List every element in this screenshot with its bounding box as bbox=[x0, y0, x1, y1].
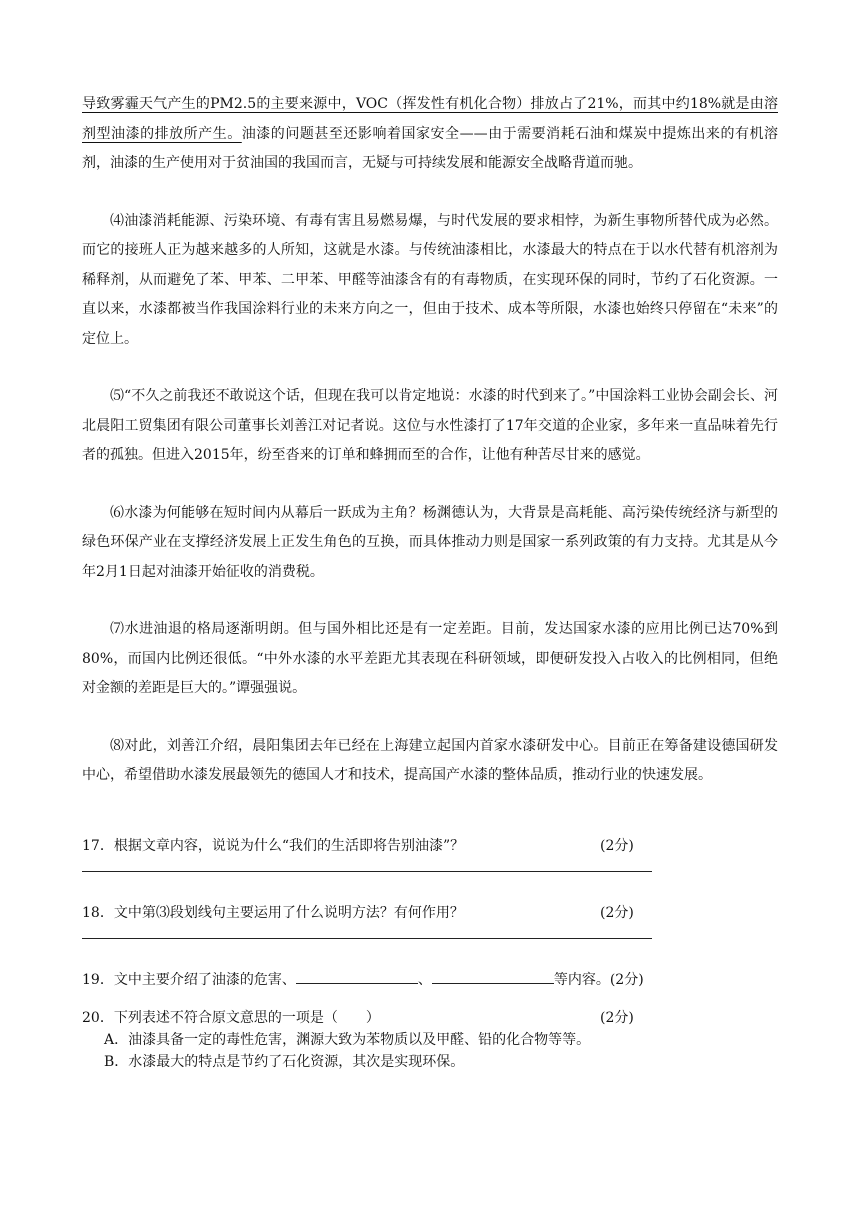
question-20 bbox=[82, 1007, 778, 1029]
paragraph-6: ⑹水漆为何能够在短时间内从幕后一跃成为主角？杨渊德认为，大背景是高耗能、高污染传统经济与新型的绿色环保产业在支撑经济发展上正发生角色的互换，而具体推动力则是国家一系列政策的有力支持。尤其是从今年2月1日起对油漆开始征收的消费税。 bbox=[82, 504, 778, 580]
question-19 bbox=[82, 969, 778, 991]
question-20-score: (2分) bbox=[600, 1009, 634, 1026]
paragraph-4: ⑷油漆消耗能源、污染环境、有毒有害且易燃易爆，与时代发展的要求相悖，为新生事物所替代成为必然。而它的接班人正为越来越多的人所知，这就是水漆。与传统油漆相比，水漆最大的特点在于以水代替有机溶剂为稀释剂，从而避免了苯、甲苯、二甲苯、甲醛等油漆含有的有毒物质，在实现环保的同时，节约了石化资源。一直以来，水漆都被当作我国涂料行业的未来方向之一，但由于技术、成本等所限，水漆也始终只停留在“未来”的定位上。 bbox=[82, 212, 778, 347]
paragraph-7: ⑺水进油退的格局逐渐明朗。但与国外相比还是有一定差距。目前，发达国家水漆的应用比例已达70%到80%，而国内比例还很低。“中外水漆的水平差距尤其表现在科研领域，即便研发投入占收入的比例相同，但绝对金额的差距是巨大的。”谭强强说。 bbox=[82, 621, 778, 696]
underlined-sentence: 导致雾霾天气产生的PM2.5的主要来源中，VOC（挥发性有机化合物）排放占了21%，而其中约18%就是由溶剂型油漆的排放所产生。 bbox=[82, 96, 778, 142]
paragraph-text: 油漆的问题甚至还影响着国家安全——由于需要消耗石油和煤炭中提炼出来的有机溶剂，油漆的生产使用对于贫油国的我国而言，无疑与可持续发展和能源安全战略背道而驰。 bbox=[82, 125, 779, 171]
question-18-text: 18．文中第⑶段划线句主要运用了什么说明方法？有何作用？ bbox=[82, 904, 464, 921]
option-a[interactable]: A．油漆具备一定的毒性危害，渊源大致为苯物质以及甲醛、铅的化合物等等。 bbox=[104, 1031, 591, 1048]
paragraph-8: ⑻对此，刘善江介绍，晨阳集团去年已经在上海建立起国内首家水漆研发中心。目前正在筹备建设德国研发中心，希望借助水漆发展最领先的德国人才和技术，提高国产水漆的整体品质，推动行业的快速发展。 bbox=[82, 737, 778, 783]
question-19-prefix: 19．文中主要介绍了油漆的危害、 bbox=[82, 971, 296, 988]
paragraph-5: ⑸“不久之前我还不敢说这个话，但现在我可以肯定地说：水漆的时代到来了。”中国涂料工业协会副会长、河北晨阳工贸集团有限公司董事长刘善江对记者说。这位与水性漆打了17年交道的企业家，多年来一直品味着先行者的孤独。但进入2015年，纷至沓来的订单和蜂拥而至的合作，让他有种苦尽甘来的感觉。 bbox=[82, 388, 778, 463]
question-17-answer-line[interactable] bbox=[82, 857, 652, 872]
question-18-answer-line[interactable] bbox=[82, 924, 652, 939]
option-b[interactable]: B．水漆最大的特点是节约了石化资源，其次是实现环保。 bbox=[104, 1053, 465, 1070]
question-17-text: 17．根据文章内容，说说为什么“我们的生活即将告别油漆”？ bbox=[82, 837, 465, 854]
question-19-suffix: 等内容。(2分) bbox=[553, 971, 644, 988]
question-18-score: (2分) bbox=[600, 904, 634, 921]
question-19-blank-2[interactable] bbox=[432, 969, 554, 984]
paragraph-3-continued bbox=[82, 90, 778, 179]
question-18 bbox=[82, 902, 778, 924]
question-19-separator: 、 bbox=[417, 971, 432, 988]
document-page bbox=[82, 90, 778, 1073]
question-19-blank-1[interactable] bbox=[296, 969, 418, 984]
question-17 bbox=[82, 835, 778, 857]
question-17-score: (2分) bbox=[600, 837, 634, 854]
question-20-text: 20．下列表述不符合原文意思的一项是（ ） bbox=[82, 1009, 380, 1026]
